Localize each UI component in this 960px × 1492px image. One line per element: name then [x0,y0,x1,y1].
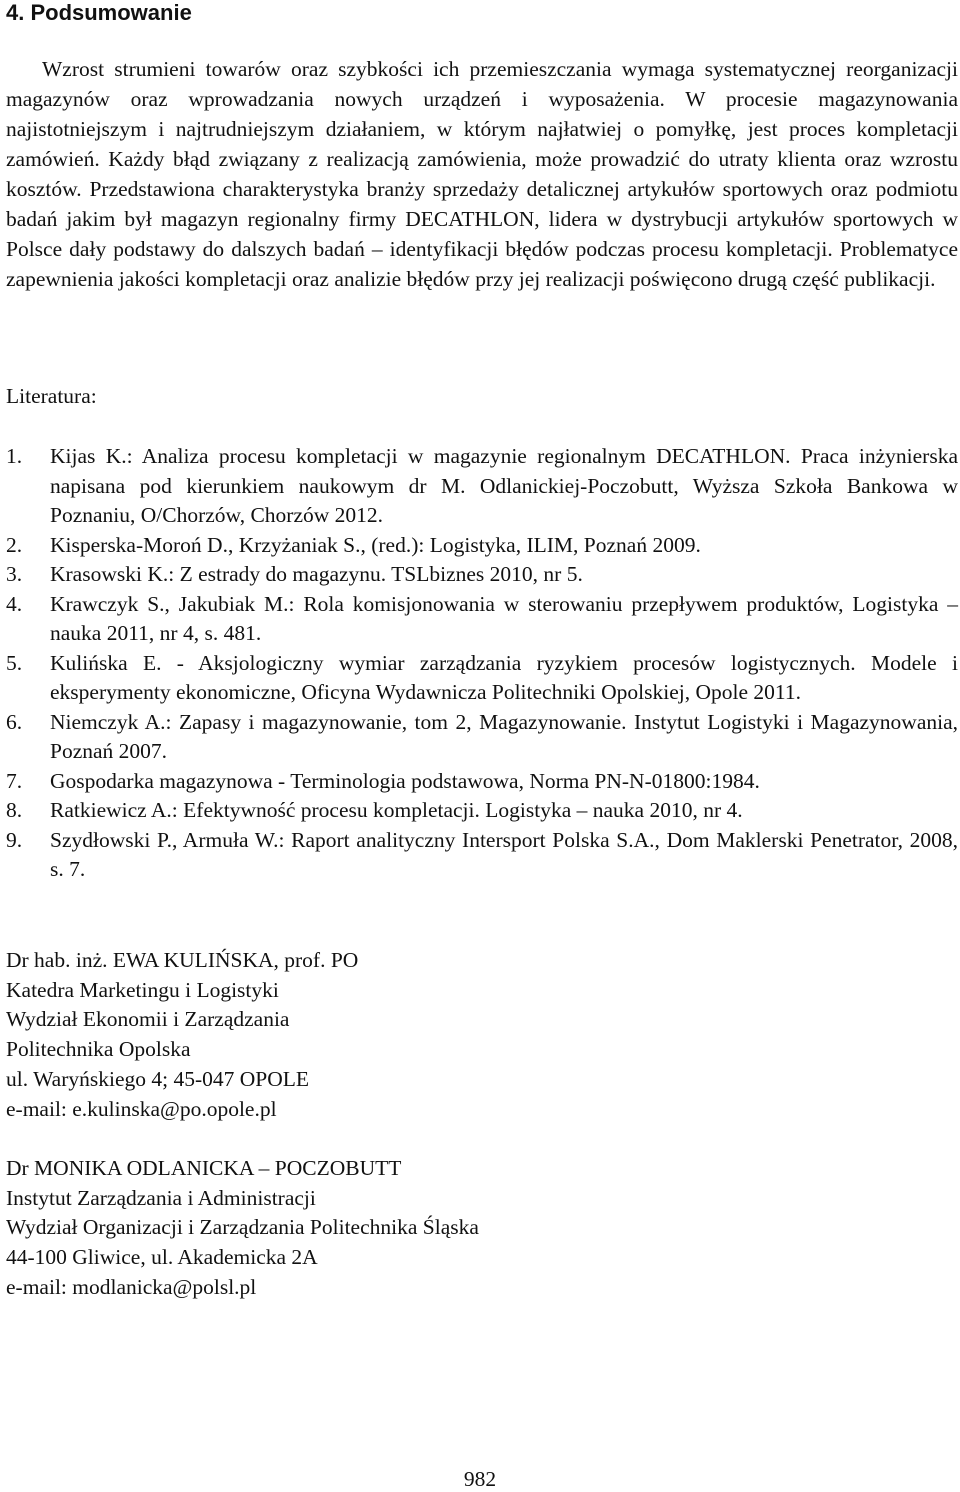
reference-item [6,560,958,590]
author-affiliation: Katedra Marketingu i Logistyki [6,977,279,1002]
author-email: e-mail: modlanicka@polsl.pl [6,1274,257,1299]
author-affiliation: Instytut Zarządzania i Administracji [6,1185,316,1210]
literature-heading: Literatura: [6,384,97,408]
author-name: Dr MONIKA ODLANICKA – POCZOBUTT [6,1156,402,1180]
reference-number: 1. [6,444,23,468]
reference-text: Kisperska-Moroń D., Krzyżaniak S., (red.): Logistyka, ILIM, Poznań 2009. [50,532,701,557]
reference-number: 5. [6,650,23,675]
reference-number: 3. [6,562,23,586]
reference-number: 2. [6,532,23,557]
reference-item [6,796,958,826]
reference-list [6,442,958,885]
author-affiliation: Politechnika Opolska [6,1037,191,1062]
reference-text: Szydłowski P., Armuła W.: Raport analityczny Intersport Polska S.A., Dom Maklerski Penetrator, 2008, s. 7. [50,827,958,881]
reference-item [6,590,958,649]
reference-item [6,531,958,561]
reference-text: Kijas K.: Analiza procesu kompletacji w magazynie regionalnym DECATHLON. Praca inżynierska napisana pod kierunkiem naukowym dr M. Odlanickiej-Poczobutt, Wyższa Szkoła Bankowa w Poznaniu, O/Chorzów, Chorzów 2012. [50,444,958,527]
author-address: 44-100 Gliwice, ul. Akademicka 2A [6,1245,318,1270]
author-address: ul. Waryńskiego 4; 45-047 OPOLE [6,1066,310,1091]
reference-number: 7. [6,768,23,793]
reference-number: 9. [6,827,23,852]
reference-text: Krawczyk S., Jakubiak M.: Rola komisjonowania w sterowaniu przepływem produktów, Logistyka – nauka 2011, nr 4, s. 481. [50,591,958,645]
author-name: Dr hab. inż. EWA KULIŃSKA, prof. PO [6,948,359,972]
reference-item [6,649,958,708]
reference-text: Gospodarka magazynowa - Terminologia podstawowa, Norma PN-N-01800:1984. [50,768,760,793]
author-email: e-mail: e.kulinska@po.opole.pl [6,1096,277,1121]
summary-paragraph: Wzrost strumieni towarów oraz szybkości ich przemieszczania wymaga systematycznej reorganizacji magazynów oraz wprowadzania nowych urządzeń i wyposażenia. W procesie magazynowania najistotniejszym i najtrudniejszym działaniem, w którym najłatwiej o pomyłkę, jest proces kompletacji zamówień. Każdy błąd związany z realizacją zamówienia, może prowadzić do utraty klienta oraz wzrostu kosztów. Przedstawiona charakterystyka branży sprzedaży detalicznej artykułów sportowych oraz podmiotu badań jakim był magazyn regionalny firmy DECATHLON, lidera w dystrybucji artykułów sportowych w Polsce dały podstawy do dalszych badań – identyfikacji błędów podczas procesu kompletacji. Problematyce zapewnienia jakości kompletacji oraz analizie błędów przy jej realizacji poświęcono drugą część publikacji. [6,57,958,291]
reference-text: Niemczyk A.: Zapasy i magazynowanie, tom 2, Magazynowanie. Instytut Logistyki i Magazynowania, Poznań 2007. [50,709,958,763]
reference-number: 4. [6,591,23,616]
author-affiliation: Wydział Ekonomii i Zarządzania [6,1007,290,1032]
reference-text: Kulińska E. - Aksjologiczny wymiar zarządzania ryzykiem procesów logistycznych. Modele i eksperymenty ekonomiczne, Oficyna Wydawnicza Politechniki Opolskiej, Opole 2011. [50,650,958,704]
reference-number: 6. [6,709,23,734]
reference-item [6,708,958,767]
page-number: 982 [463,1467,497,1491]
author-block [6,1154,956,1303]
author-affiliation: Wydział Organizacji i Zarządzania Politechnika Śląska [6,1215,479,1240]
reference-item [6,767,958,797]
reference-item [6,826,958,885]
section-heading: 4. Podsumowanie [6,0,192,25]
reference-text: Krasowski K.: Z estrady do magazynu. TSLbiznes 2010, nr 5. [50,562,583,586]
author-block [6,946,956,1124]
reference-number: 8. [6,798,23,822]
reference-text: Ratkiewicz A.: Efektywność procesu kompletacji. Logistyka – nauka 2010, nr 4. [50,798,743,822]
reference-item [6,442,958,531]
